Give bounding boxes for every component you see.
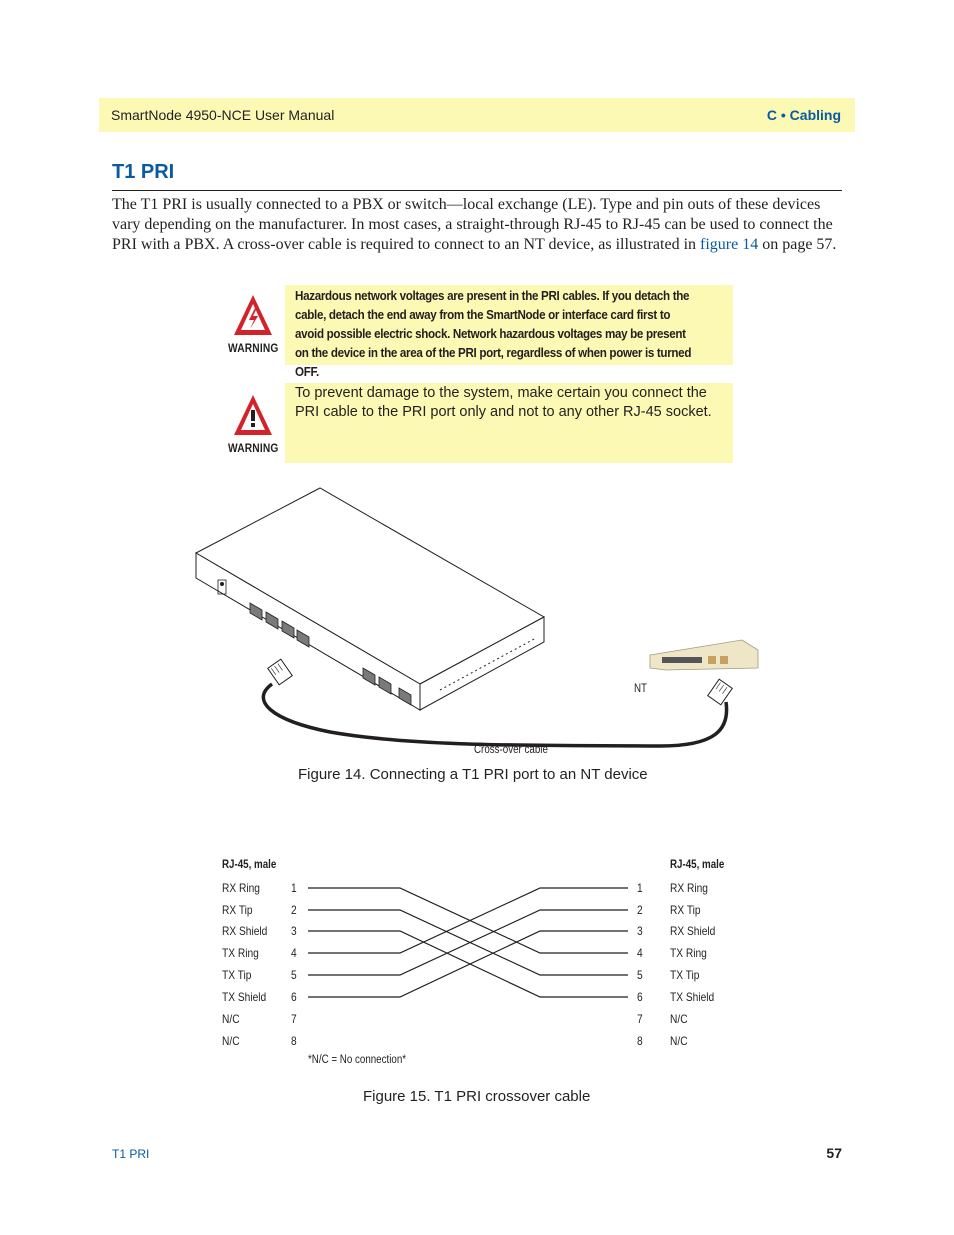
right-pin-name: RX Tip — [670, 903, 701, 917]
left-pin-number: 7 — [291, 1012, 297, 1026]
left-pin-name: N/C — [222, 1012, 240, 1026]
left-pin-number: 3 — [291, 924, 297, 938]
right-pin-number: 4 — [637, 946, 643, 960]
wire-3-to-6 — [308, 931, 628, 997]
right-connector-header: RJ-45, male — [670, 859, 725, 871]
left-pin-number: 5 — [291, 968, 297, 982]
right-pin-name: RX Ring — [670, 881, 708, 895]
left-pin-name: RX Tip — [222, 903, 253, 917]
right-pin-name: TX Ring — [670, 946, 707, 960]
nc-footnote: *N/C = No connection* — [308, 1054, 407, 1066]
left-pin-number: 4 — [291, 946, 297, 960]
left-pin-name: TX Shield — [222, 990, 267, 1004]
left-pin-name: N/C — [222, 1034, 240, 1048]
right-pin-name: TX Shield — [670, 990, 715, 1004]
nt-label: NT — [634, 683, 648, 695]
right-pin-number: 5 — [637, 968, 643, 982]
intro-text-2: on page 57. — [758, 236, 837, 253]
page-number: 57 — [826, 1145, 842, 1161]
left-pin-name: TX Tip — [222, 968, 252, 982]
right-pin-name: N/C — [670, 1034, 688, 1048]
left-pin-name: TX Ring — [222, 946, 259, 960]
figure-14-caption: Figure 14. Connecting a T1 PRI port to an NT device — [298, 766, 648, 783]
right-pin-number: 2 — [637, 903, 643, 917]
cable-label: Cross-over cable — [474, 744, 548, 756]
warning-text-2: To prevent damage to the system, make certain you connect the PRI cable to the PRI port only and not to any other RJ-45 socket. — [295, 385, 712, 420]
left-pin-name: RX Ring — [222, 881, 260, 895]
manual-title: SmartNode 4950-NCE User Manual — [111, 107, 335, 123]
left-pin-number: 8 — [291, 1034, 297, 1048]
right-pin-name: TX Tip — [670, 968, 700, 982]
right-pin-number: 8 — [637, 1034, 643, 1048]
right-pin-number: 3 — [637, 924, 643, 938]
left-pin-number: 2 — [291, 903, 297, 917]
chapter-title: C • Cabling — [766, 107, 841, 123]
right-pin-number: 1 — [637, 881, 643, 895]
intro-text-1: The T1 PRI is usually connected to a PBX or switch—local exchange (LE). Type and pin outs of these devices vary depending on the manufacturer. In most cases, a straight-through RJ-45 to RJ-45 can be used to connect the PRI with a PBX. A cross-over cable is required to connect to an NT device, as illustrated in — [112, 196, 833, 253]
right-pin-number: 7 — [637, 1012, 643, 1026]
left-connector-header: RJ-45, male — [222, 859, 277, 871]
figure-14-link[interactable]: figure 14 — [700, 236, 759, 253]
right-pin-name: RX Shield — [670, 924, 716, 938]
figure-15-caption: Figure 15. T1 PRI crossover cable — [363, 1088, 591, 1105]
warning-label-1: WARNING — [228, 341, 279, 355]
left-pin-name: RX Shield — [222, 924, 268, 938]
right-pin-number: 6 — [637, 990, 643, 1004]
right-pin-name: N/C — [670, 1012, 688, 1026]
footer-section: T1 PRI — [112, 1147, 150, 1161]
warning-label-2: WARNING — [228, 441, 279, 455]
warning-text-1: Hazardous network voltages are present in the PRI cables. If you detach the cable, detach the end away from the SmartNode or interface card first to avoid possible electric shock. Network hazardous voltages may be present on the device in the area of the PRI port, regardless of when power is turned OFF. — [295, 289, 692, 379]
left-pin-number: 6 — [291, 990, 297, 1004]
section-title: T1 PRI — [112, 161, 175, 183]
left-pin-number: 1 — [291, 881, 297, 895]
wire-6-to-3 — [308, 931, 628, 997]
